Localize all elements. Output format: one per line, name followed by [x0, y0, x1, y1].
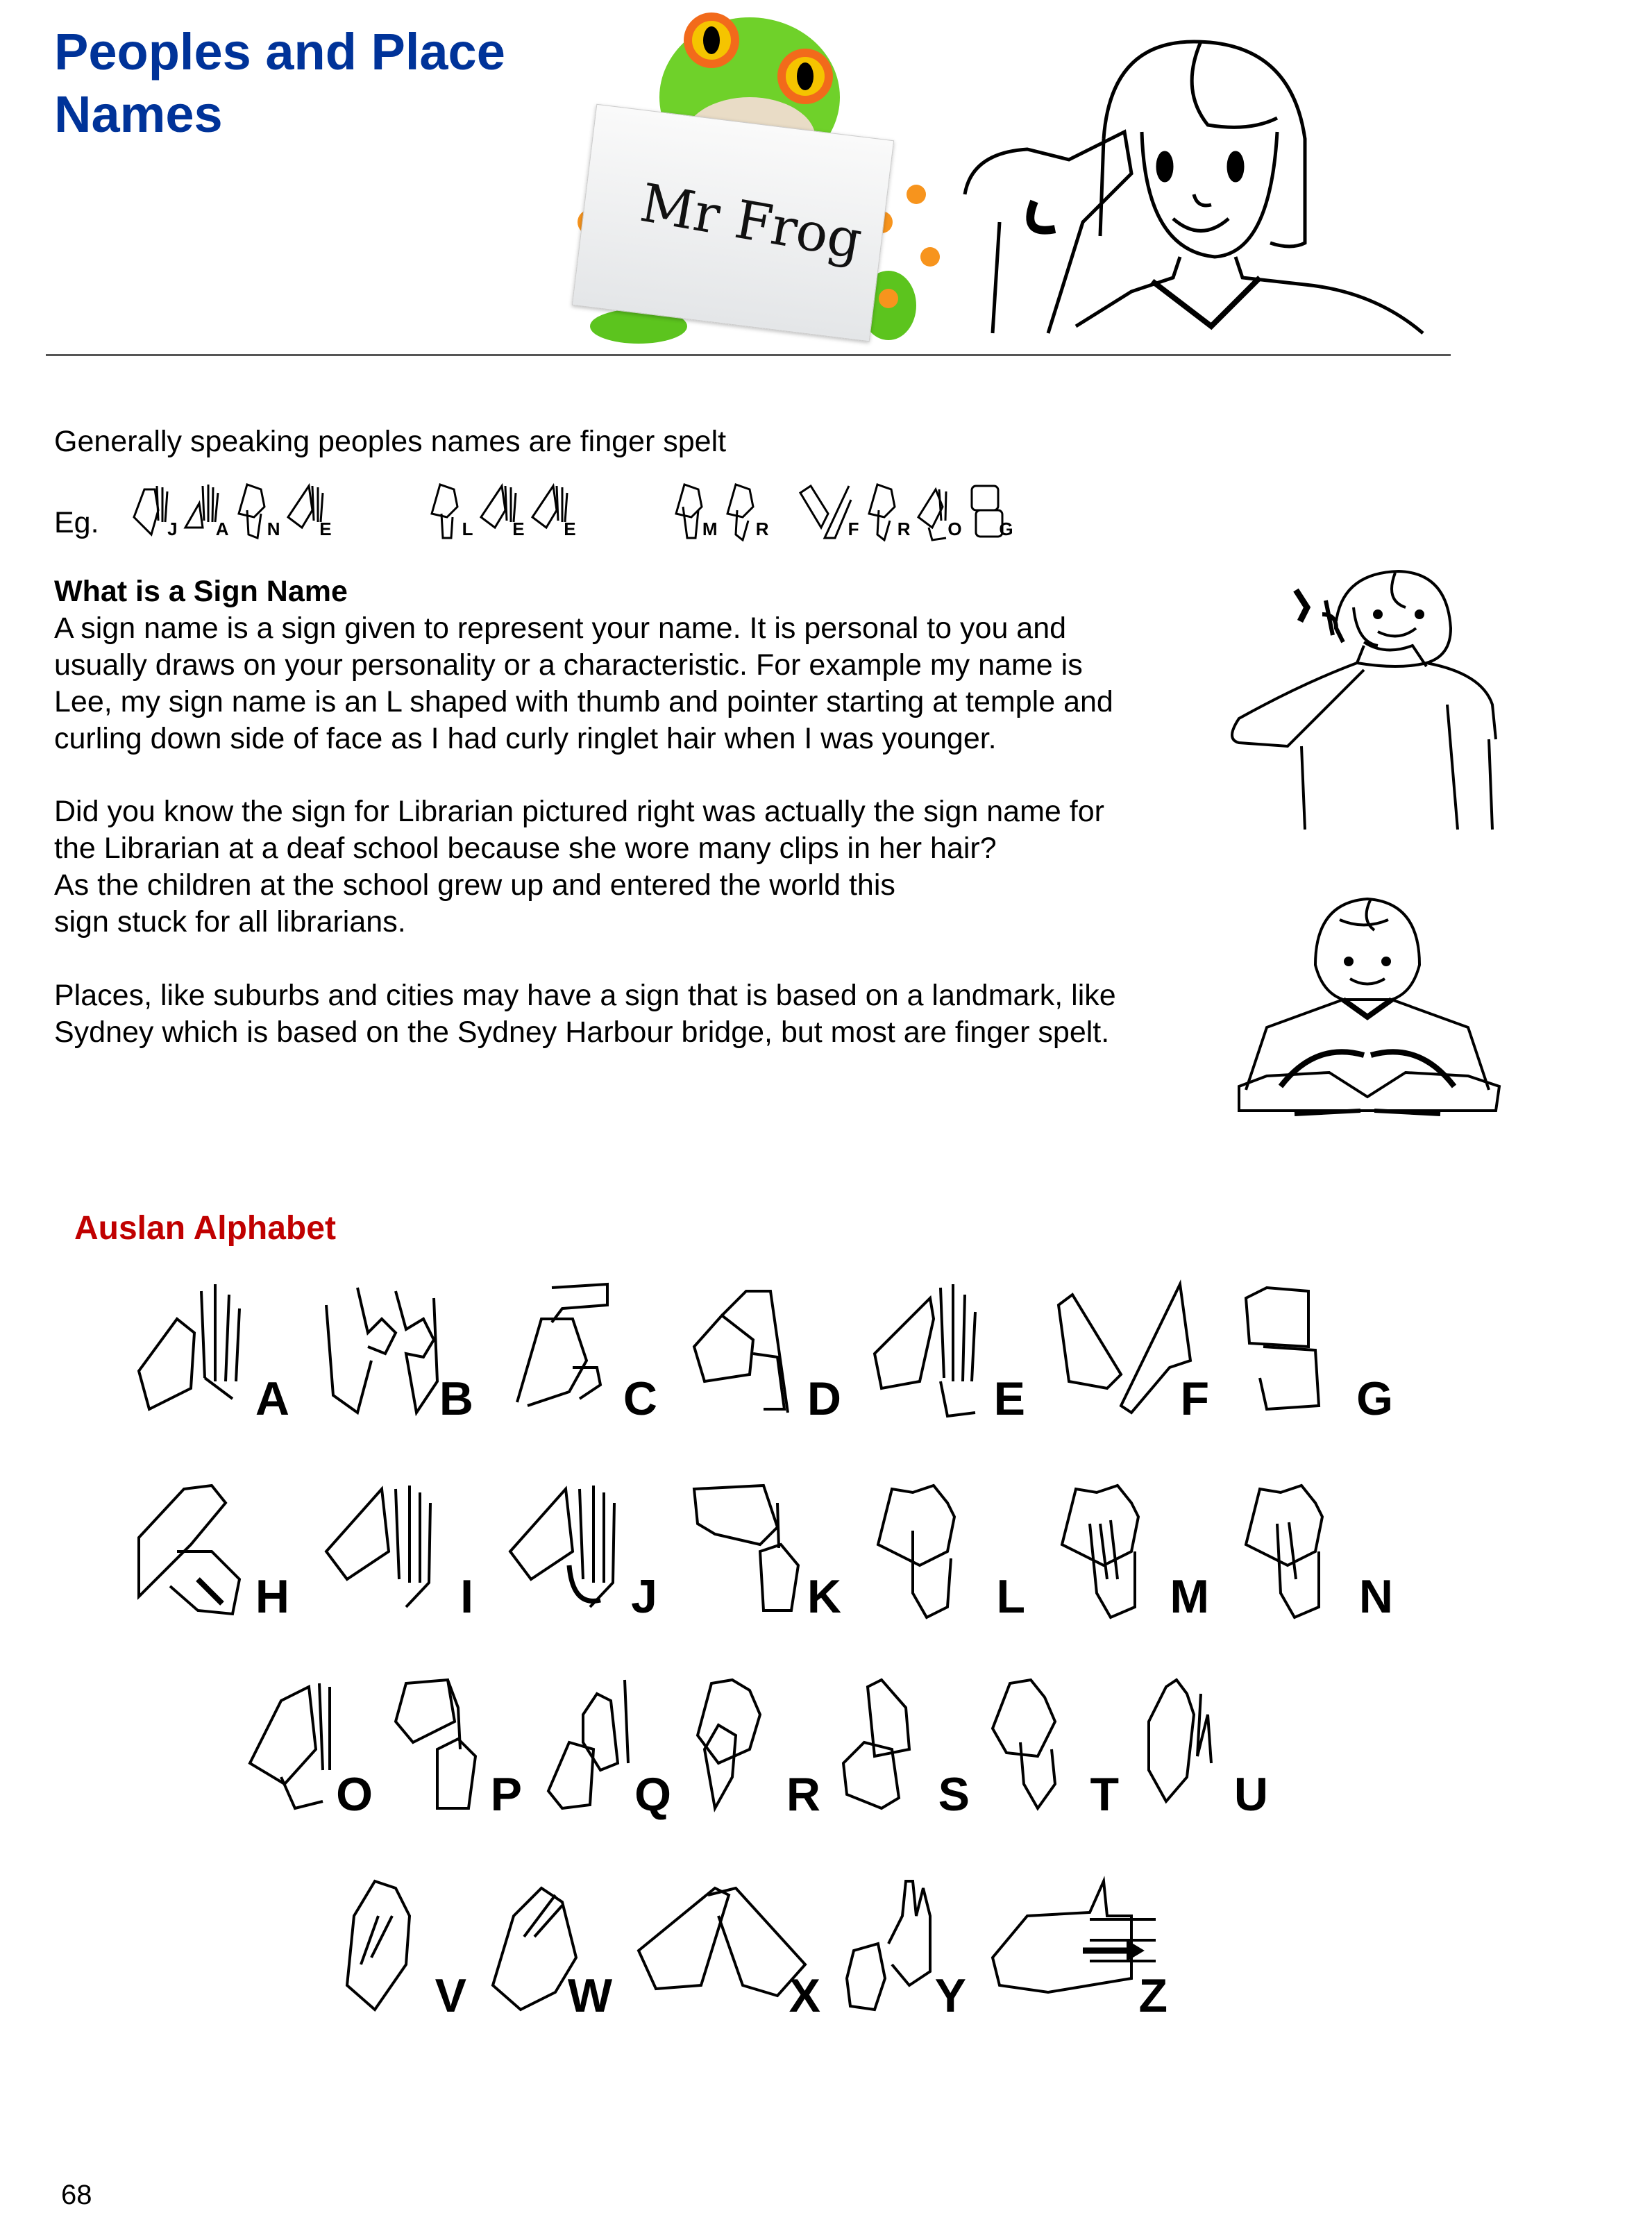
alphabet-row-2 [135, 1475, 1423, 1621]
sydney-sign-icon [1225, 889, 1510, 1152]
sign-name-heading: What is a Sign Name [54, 575, 348, 608]
alphabet-row-3 [243, 1673, 1288, 1819]
fingerspell-hand: E [285, 479, 332, 541]
alphabet-sign-p: P [392, 1673, 528, 1819]
frog-sign-text: Mr Frog [636, 171, 867, 271]
alphabet-sign-o: O [243, 1673, 378, 1819]
person-signing-name-icon [944, 14, 1444, 340]
paragraph-line: the Librarian at a deaf school because she wore many clips in her hair? [54, 832, 997, 865]
hand-sign-icon [426, 479, 468, 541]
librarian-sign-illustration [1218, 559, 1510, 850]
example-word-mr-frog [671, 479, 1018, 541]
hand-sign-icon [319, 1475, 479, 1621]
alphabet-sign-c: C [503, 1277, 663, 1423]
alphabet-sign-g: G [1239, 1277, 1399, 1423]
alphabet-sign-a: A [135, 1277, 295, 1423]
fingerspell-hand: J [130, 479, 178, 541]
fingerspell-hand: A [182, 479, 229, 541]
example-word-lee [426, 479, 580, 541]
librarian-sign-icon [1218, 559, 1510, 850]
fingerspell-hand: F [797, 479, 859, 541]
librarian-paragraph [54, 793, 1234, 941]
alphabet-sign-e: E [871, 1277, 1031, 1423]
paragraph-line: Places, like suburbs and cities may have a sign that is based on a landmark, like [54, 979, 1116, 1012]
paragraph-line: curling down side of face as I had curly ringlet hair when I was younger. [54, 722, 997, 755]
frog-sign-card [572, 104, 894, 342]
alphabet-sign-u: U [1138, 1673, 1274, 1819]
page-title-line-2: Names [54, 85, 223, 143]
alphabet-sign-q: Q [541, 1673, 677, 1819]
alphabet-sign-j: J [503, 1475, 663, 1621]
fingerspell-hand: N [233, 479, 280, 541]
alphabet-row-4 [340, 1874, 1187, 2020]
paragraph-line: Did you know the sign for Librarian pictured right was actually the sign name for [54, 795, 1104, 828]
auslan-alphabet-heading: Auslan Alphabet [74, 1210, 336, 1247]
alphabet-sign-k: K [687, 1475, 847, 1621]
paragraph-line: A sign name is a sign given to represent your name. It is personal to you and [54, 612, 1067, 645]
alphabet-sign-v: V [340, 1874, 472, 2020]
alphabet-sign-y: Y [840, 1874, 972, 2020]
paragraph-line: usually draws on your personality or a characteristic. For example my name is [54, 648, 1083, 682]
alphabet-sign-t: T [989, 1673, 1124, 1819]
paragraph-line: sign stuck for all librarians. [54, 905, 406, 939]
fingerspell-hand: L [426, 479, 473, 541]
page-number: 68 [61, 2180, 92, 2210]
frog-illustration [541, 0, 958, 347]
paragraph-line: Lee, my sign name is an L shaped with thumb and pointer starting at temple and [54, 685, 1113, 718]
name-sign-illustration [944, 14, 1444, 340]
alphabet-sign-z: Z [986, 1874, 1173, 2020]
places-paragraph [54, 977, 1234, 1051]
hand-sign-icon [797, 479, 852, 541]
fingerspell-hand: R [863, 479, 911, 541]
alphabet-sign-s: S [840, 1673, 975, 1819]
fingerspell-hand: M [671, 479, 718, 541]
sign-name-paragraph [54, 610, 1234, 757]
fingerspell-hand: G [966, 479, 1013, 541]
paragraph-line: As the children at the school grew up and entered the world this [54, 868, 895, 902]
fingerspell-hand: E [478, 479, 525, 541]
sydney-sign-illustration [1225, 889, 1510, 1152]
page-title [54, 21, 505, 146]
alphabet-sign-b: B [319, 1277, 479, 1423]
alphabet-sign-n: N [1239, 1475, 1399, 1621]
header-divider [46, 354, 1451, 356]
alphabet-sign-l: L [871, 1475, 1031, 1621]
alphabet-sign-x: X [632, 1874, 826, 2020]
fingerspell-hand: E [529, 479, 576, 541]
alphabet-sign-i: I [319, 1475, 479, 1621]
fingerspelling-examples [54, 472, 1108, 541]
fingerspell-hand: R [722, 479, 769, 541]
intro-text: Generally speaking peoples names are finger spelt [54, 425, 727, 458]
hand-sign-icon [130, 479, 172, 541]
alphabet-sign-w: W [486, 1874, 618, 2020]
alphabet-sign-h: H [135, 1475, 295, 1621]
alphabet-sign-r: R [691, 1673, 826, 1819]
alphabet-row-1 [135, 1277, 1423, 1423]
example-word-jane [130, 479, 336, 541]
paragraph-line: Sydney which is based on the Sydney Harbour bridge, but most are finger spelt. [54, 1016, 1110, 1049]
eg-label: Eg. [54, 506, 99, 539]
alphabet-sign-f: F [1055, 1277, 1215, 1423]
fingerspell-hand: O [915, 479, 962, 541]
alphabet-sign-m: M [1055, 1475, 1215, 1621]
alphabet-sign-d: D [687, 1277, 847, 1423]
page-title-line-1: Peoples and Place [54, 23, 505, 81]
